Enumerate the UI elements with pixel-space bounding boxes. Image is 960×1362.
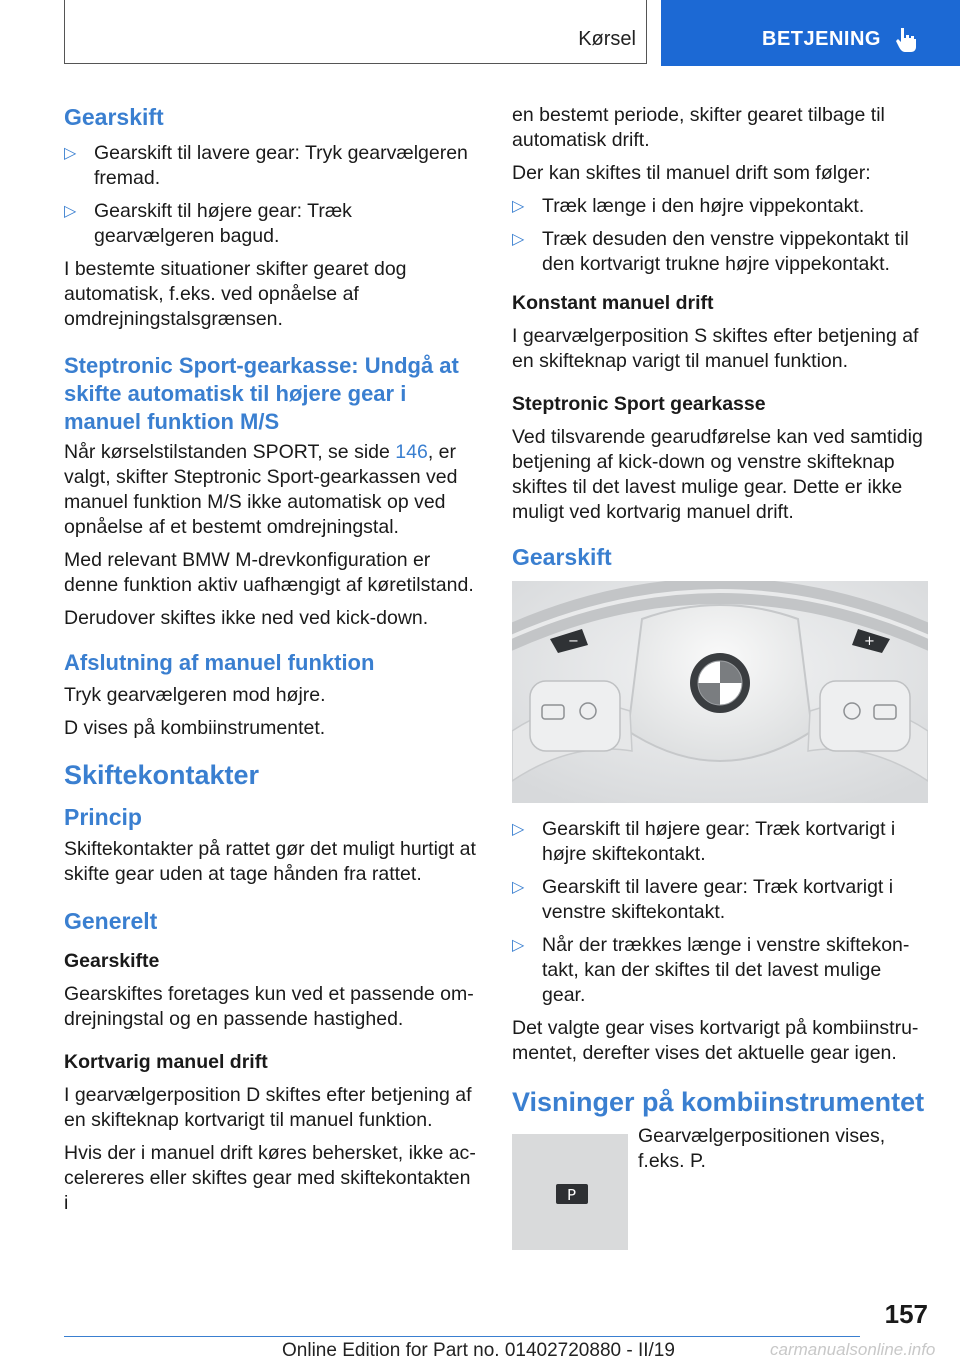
paragraph: Gearvælgerpositionen vises, f.eks. P. — [638, 1125, 886, 1172]
page-number: 157 — [884, 1299, 928, 1329]
heading-kortvarig: Kortvarig manuel drift — [64, 1051, 268, 1073]
list-item: ▷ Træk desuden den venstre vippekontakt til den kortvarigt trukne højre vippekontakt. — [512, 227, 928, 277]
heading-skiftekontakter: Skiftekontakter — [64, 760, 260, 790]
pointing-hand-icon — [895, 26, 919, 52]
section-title: Kørsel — [578, 28, 636, 50]
paragraph: Det valgte gear vises kortvarigt på kombiinstrumentet, derefter vises det aktuelle gear igen. — [512, 1017, 919, 1064]
heading-gearskift: Gearskift — [64, 104, 164, 130]
paragraph: Derudover skiftes ikke ned ved kick-down. — [64, 607, 429, 629]
list-item: ▷ Gearskift til lavere gear: Tryk gearvælgeren fremad. — [64, 141, 476, 191]
steering-wheel-image — [512, 581, 928, 803]
watermark: carmanualsonline.info — [770, 1340, 936, 1359]
paragraph: en bestemt periode, skifter gearet tilbage til automatisk drift. — [512, 104, 885, 151]
paragraph: I gearvælgerposition D skiftes efter betjening af en skifteknap kortvarigt til manuel funktion. — [64, 1084, 472, 1131]
text: Når kørselstilstanden SPORT, se side — [64, 441, 396, 463]
display-example — [512, 1124, 928, 1242]
list-item: ▷ Når der trækkes længe i venstre skiftekontakt, kan der skiftes til det lavest mulige gear. — [512, 933, 928, 1008]
paragraph: Skiftekontakter på rattet gør det muligt hurtigt at skifte gear uden at tage hånden fra rattet. — [64, 838, 476, 885]
heading-princip: Princip — [64, 804, 142, 830]
header-chapter-tab[interactable] — [661, 0, 960, 66]
list-item: ▷ Gearskift til højere gear: Træk gearvælgeren bagud. — [64, 199, 476, 249]
paragraph: Gearskiftes foretages kun ved et passende omdrejningstal og en passende hastighed. — [64, 983, 474, 1030]
paragraph: I bestemte situationer skifter gearet dog automatisk, f.eks. ved opnåelse af omdrejningstalsgrænsen. — [64, 258, 407, 330]
paragraph: Tryk gearvælgeren mod højre. — [64, 684, 326, 706]
footer-divider — [64, 1336, 860, 1337]
right-column — [512, 103, 928, 1242]
chapter-title: BETJENING — [762, 28, 881, 50]
paragraph — [64, 440, 476, 540]
heading-konstant: Konstant manuel drift — [512, 292, 714, 314]
paragraph: I gearvælgerposition S skiftes efter betjening af en skifteknap varigt til manuel funktion. — [512, 325, 919, 372]
paragraph: Med relevant BMW M-drevkonfiguration er denne funktion aktiv uafhængigt af køretilstand. — [64, 549, 474, 596]
edition-text: Online Edition for Part no. 01402720880 - II/19 — [282, 1340, 675, 1361]
heading-steptronic: Steptronic Sport-gearkasse: Undgå at skifte automatisk til højere gear i manuel funktion M/S — [64, 353, 459, 434]
left-column — [64, 103, 476, 1224]
plus-label: + — [864, 634, 875, 649]
heading-visninger: Visninger på kombiinstrumentet — [512, 1087, 925, 1117]
page-link[interactable]: 146 — [395, 441, 428, 463]
gear-list — [512, 817, 928, 1008]
header-section-box — [64, 0, 647, 64]
paragraph: Ved tilsvarende gearudførelse kan ved samtidig betjening af kick-down og venstre skifteknap skiftes til det lavest mulige gear. Dette er ikke muligt ved kortvarig manuel drift. — [512, 426, 923, 523]
paragraph: D vises på kombiinstrumentet. — [64, 717, 326, 739]
gearskift-list — [64, 141, 476, 249]
heading-afslutning: Afslutning af manuel funktion — [64, 650, 375, 675]
cont-list — [512, 194, 928, 277]
paragraph: Hvis der i manuel drift køres behersket, ikke accelereres eller skiftes gear med skiftekontakten i — [64, 1142, 476, 1214]
heading-steptronic-sport: Steptronic Sport gearkasse — [512, 393, 766, 415]
text: , er valgt, skifter Steptronic Sport-gearkassen ved manuel funktion M/S ikke automatisk op ved opnåelse af et bestemt omdrejningstal. — [64, 441, 458, 538]
list-item: ▷ Gearskift til lavere gear: Træk kortvarigt i venstre skiftekontakt. — [512, 875, 928, 925]
heading-gearskift-2: Gearskift — [512, 544, 612, 570]
display-letter: P — [567, 1186, 577, 1204]
instrument-display-image — [512, 1134, 628, 1250]
paragraph: Der kan skiftes til manuel drift som følger: — [512, 162, 871, 184]
minus-label: − — [568, 634, 579, 649]
heading-gearskifte: Gearskifte — [64, 950, 160, 972]
heading-generelt: Generelt — [64, 908, 158, 934]
list-item: ▷ Træk længe i den højre vippekontakt. — [512, 194, 928, 219]
list-item: ▷ Gearskift til højere gear: Træk kortvarigt i højre skiftekontakt. — [512, 817, 928, 867]
